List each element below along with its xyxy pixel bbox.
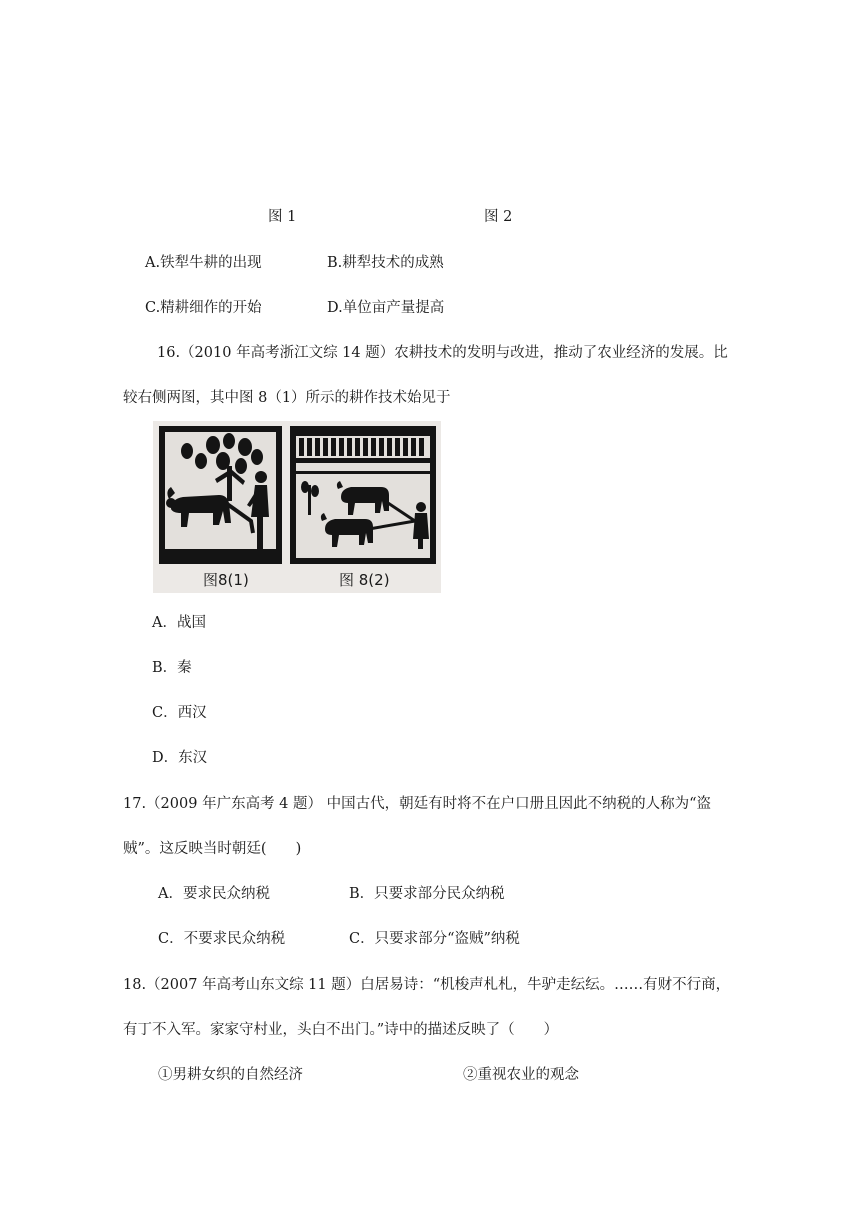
- q16-stem-line1: 16.（2010 年高考浙江文综 14 题）农耕技术的发明与改进，推动了农业经济的发展。比: [157, 345, 728, 361]
- figure-2-label: 图 2: [484, 209, 513, 225]
- q17-stem-line1: 17.（2009 年广东高考 4 题） 中国古代，朝廷有时将不在户口册且因此不纳税的人称为“盗: [123, 796, 712, 812]
- q17-option-c: C．不要求民众纳税: [158, 931, 286, 947]
- q16-figure-image: [153, 421, 441, 593]
- q17-option-a: A．要求民众纳税: [158, 886, 270, 902]
- figure-1-label: 图 1: [268, 209, 297, 225]
- q15-option-c: C.精耕细作的开始: [145, 300, 262, 316]
- q18-option-1: ①男耕女织的自然经济: [158, 1067, 303, 1083]
- figure-8-2-panel: [290, 426, 436, 564]
- figure-8-2-caption: 图 8(2): [339, 571, 390, 589]
- q17-option-d: C．只要求部分“盗贼”纳税: [349, 931, 520, 947]
- q17-stem-line2: 贼”。这反映当时朝廷( ): [123, 841, 302, 857]
- q16-option-d: D．东汉: [152, 750, 208, 766]
- q15-option-b: B.耕犁技术的成熟: [327, 255, 444, 271]
- q18-option-2: ②重视农业的观念: [463, 1067, 579, 1083]
- figure-8-1-caption: 图8(1): [203, 571, 249, 589]
- q16-option-b: B．秦: [152, 660, 192, 676]
- q16-stem-line2: 较右侧两图，其中图 8（1）所示的耕作技术始见于: [123, 390, 451, 406]
- q17-option-b: B．只要求部分民众纳税: [349, 886, 505, 902]
- q18-stem-line1: 18.（2007 年高考山东文综 11 题）白居易诗：“机梭声札札，牛驴走纭纭。……有财不行商，: [123, 977, 731, 993]
- q15-option-a: A.铁犁牛耕的出现: [145, 255, 262, 271]
- q15-option-d: D.单位亩产量提高: [327, 300, 445, 316]
- q18-stem-line2: 有丁不入军。家家守村业，头白不出门。”诗中的描述反映了（ ）: [123, 1022, 559, 1038]
- q16-option-a: A．战国: [152, 615, 206, 631]
- q16-option-c: C．西汉: [152, 705, 207, 721]
- figure-8-1-panel: [159, 426, 282, 564]
